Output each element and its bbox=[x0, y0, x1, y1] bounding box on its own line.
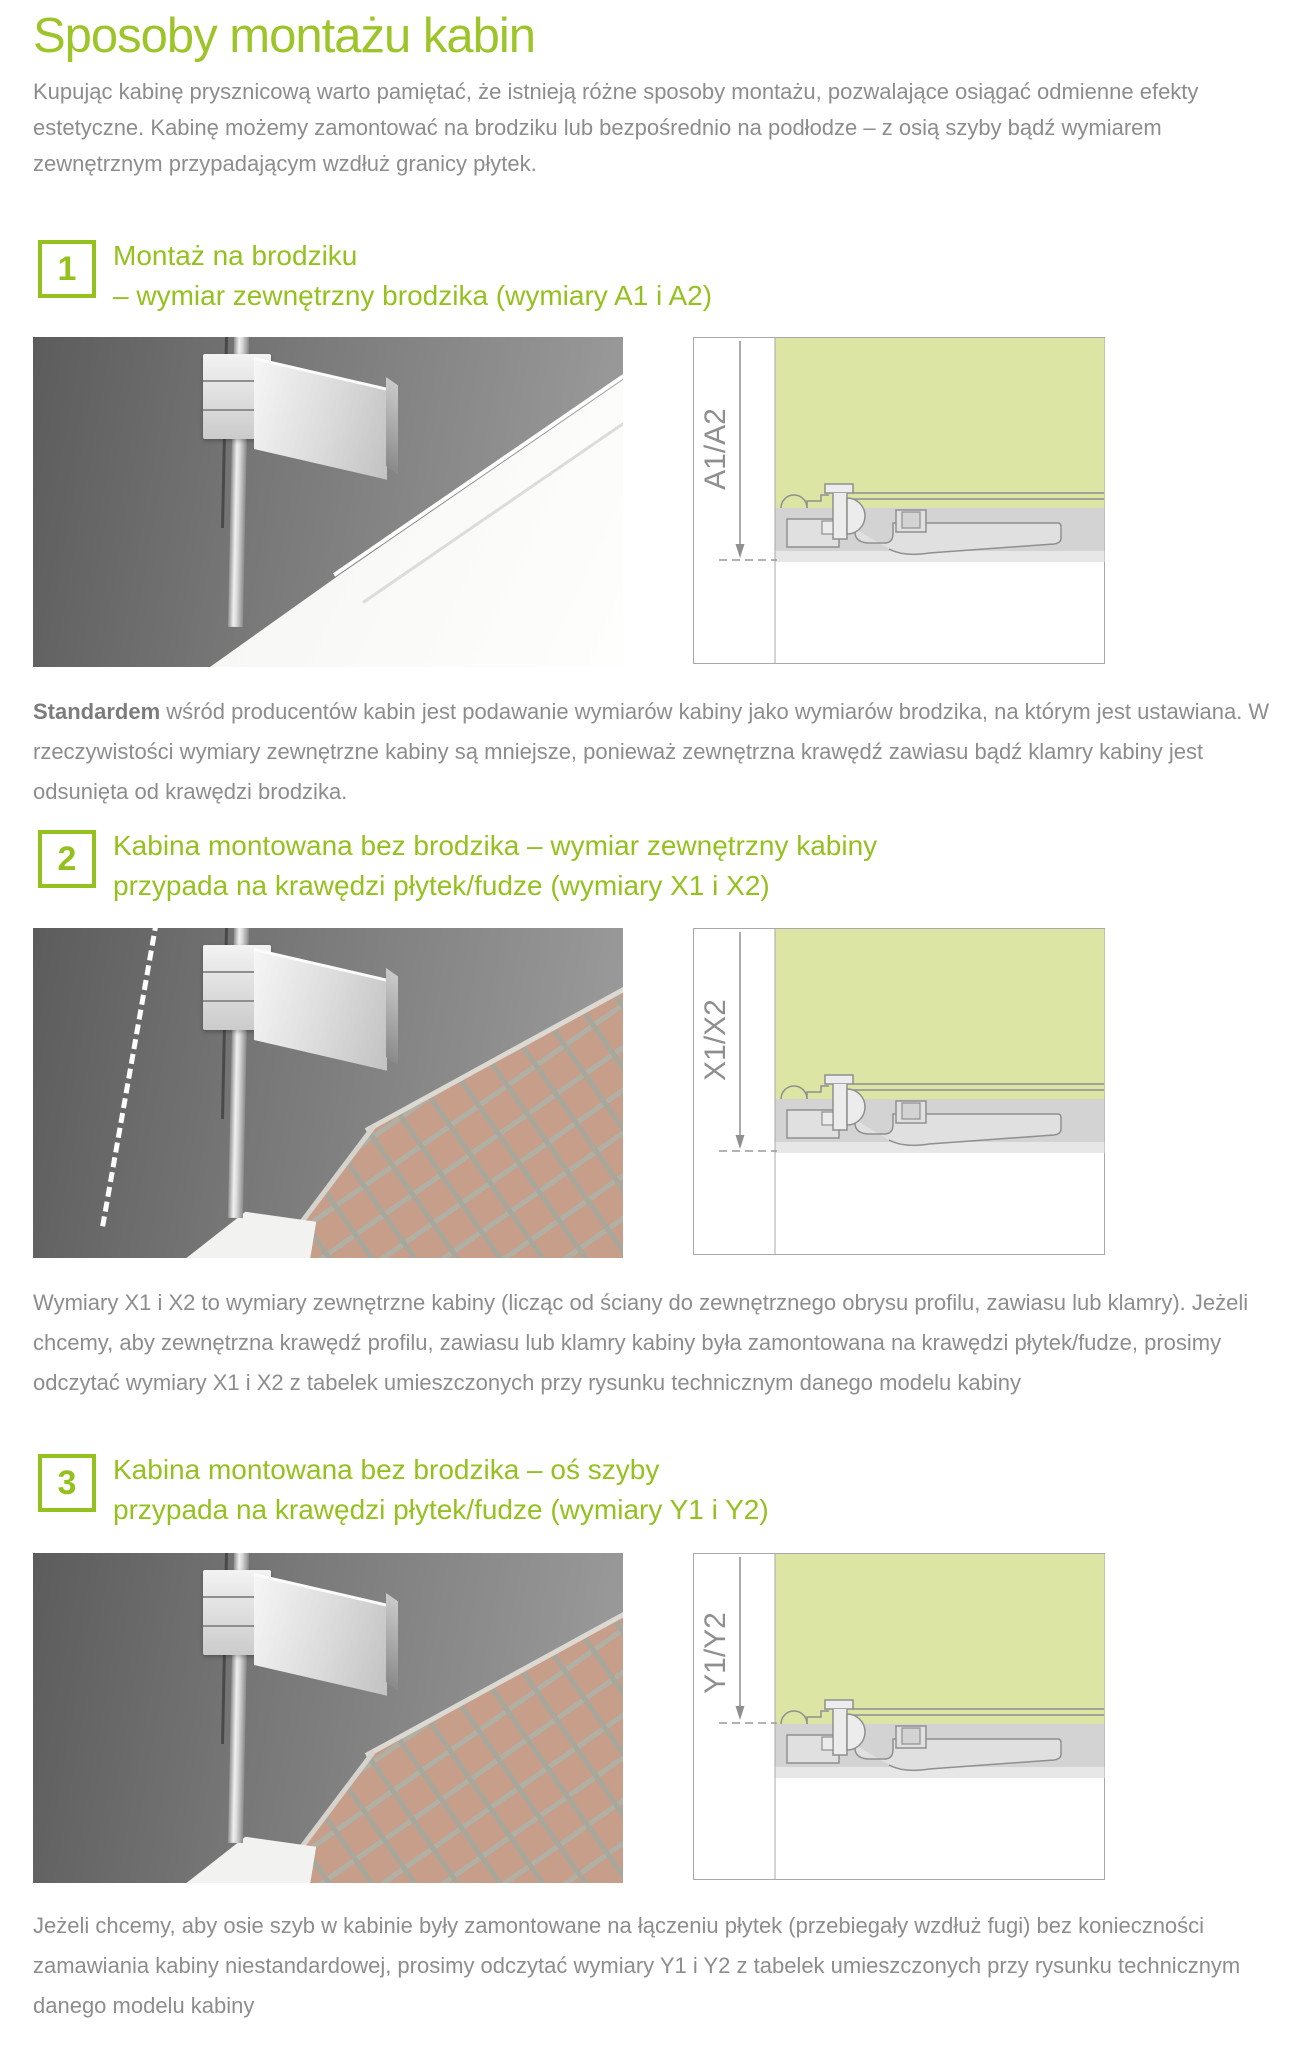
glass-clamp-side-face bbox=[386, 968, 398, 1066]
section-3-heading bbox=[113, 1450, 769, 1530]
section-3-number-badge bbox=[38, 1454, 96, 1512]
section-number: 1 bbox=[57, 249, 77, 288]
section-1-note bbox=[33, 692, 1283, 812]
note-text: wśród producentów kabin jest podawanie wymiarów kabiny jako wymiarów brodzika, na którym jest ustawiana. W rzeczywistości wymiary zewnętrzne kabiny są mniejsze, ponieważ zewnętrzna krawędź zawiasu bądź klamry kabiny jest odsunięta od krawędzi brodzika. bbox=[33, 699, 1270, 804]
note-text: Wymiary X1 i X2 to wymiary zewnętrzne kabiny (licząc od ściany do zewnętrznego obrysu profilu, zawiasu lub klamry). Jeżeli chcemy, aby zewnętrzna krawędź profilu, zawiasu lub klamry kabiny była zamontowana na krawędzi płytek/fudze, prosimy odczytać wymiary X1 i X2 z tabelek umieszczonych przy rysunku technicznym danego modelu kabiny bbox=[33, 1290, 1249, 1395]
glass-clamp bbox=[254, 1576, 387, 1696]
section-2-header bbox=[38, 826, 877, 906]
section-3-figures bbox=[33, 1553, 1105, 1883]
dimension-label: X1/X2 bbox=[699, 999, 732, 1081]
heading-line-2: przypada na krawędzi płytek/fudze (wymiary X1 i X2) bbox=[113, 870, 770, 901]
glass-panel-area bbox=[775, 1554, 1105, 1724]
dimension-label: Y1/Y2 bbox=[699, 1612, 732, 1694]
heading-line-2: przypada na krawędzi płytek/fudze (wymiary Y1 i Y2) bbox=[113, 1494, 769, 1525]
glass-clamp-side-face bbox=[386, 377, 398, 475]
photo-montaz-na-brodziku bbox=[33, 337, 623, 667]
heading-line-1: Montaż na brodziku bbox=[113, 240, 358, 271]
dimension-label: A1/A2 bbox=[699, 408, 732, 490]
glass-clamp-side-face bbox=[386, 1593, 398, 1691]
page-title: Sposoby montażu kabin bbox=[33, 9, 535, 63]
section-3-header bbox=[38, 1450, 769, 1530]
section-2-number-badge bbox=[38, 830, 96, 888]
glass-panel-area bbox=[775, 929, 1105, 1099]
heading-line-1: Kabina montowana bez brodzika – wymiar zewnętrzny kabiny bbox=[113, 830, 878, 861]
outer-dimension-dashed-line bbox=[100, 928, 159, 1227]
intro-paragraph: Kupując kabinę prysznicową warto pamiętać, że istnieją różne sposoby montażu, pozwalające osiągać odmienne efekty estetyczne. Kabinę możemy zamontować na brodziku lub bezpośrednio na podłodze – z osią szyby bądź wymiarem zewnętrznym przypadającym wzdłuż granicy płytek. bbox=[33, 79, 1199, 176]
photo-kabina-bez-brodzika-wymiar-zewnetrzny bbox=[33, 928, 623, 1258]
section-1-figures bbox=[33, 337, 1105, 667]
measurement-diagram-a1a2 bbox=[693, 337, 1105, 664]
glass-panel-area bbox=[775, 338, 1105, 508]
section-number: 3 bbox=[57, 1463, 77, 1502]
note-bold-lead: Standardem bbox=[33, 699, 161, 724]
measurement-diagram-y1y2 bbox=[693, 1553, 1105, 1880]
note-text: Jeżeli chcemy, aby osie szyb w kabinie były zamontowane na łączeniu płytek (przebiegały wzdłuż fugi) bez konieczności zamawiania kabiny niestandardowej, prosimy odczytać wymiary Y1 i Y2 z tabelek umieszczonych przy rysunku technicznym danego modelu kabiny bbox=[33, 1913, 1241, 2018]
glass-clamp bbox=[254, 951, 387, 1071]
section-1-heading bbox=[113, 236, 712, 316]
section-2-note bbox=[33, 1283, 1283, 1403]
photo-kabina-bez-brodzika-os-szyby bbox=[33, 1553, 623, 1883]
measurement-diagram-x1x2 bbox=[693, 928, 1105, 1255]
section-number: 2 bbox=[57, 839, 77, 878]
section-1-number-badge bbox=[38, 240, 96, 298]
glass-clamp bbox=[254, 360, 387, 480]
heading-line-1: Kabina montowana bez brodzika – oś szyby bbox=[113, 1454, 660, 1485]
section-3-note bbox=[33, 1906, 1283, 2026]
section-2-figures bbox=[33, 928, 1105, 1258]
heading-line-2: – wymiar zewnętrzny brodzika (wymiary A1 i A2) bbox=[113, 280, 713, 311]
section-2-heading bbox=[113, 826, 877, 906]
section-1-header bbox=[38, 236, 712, 316]
